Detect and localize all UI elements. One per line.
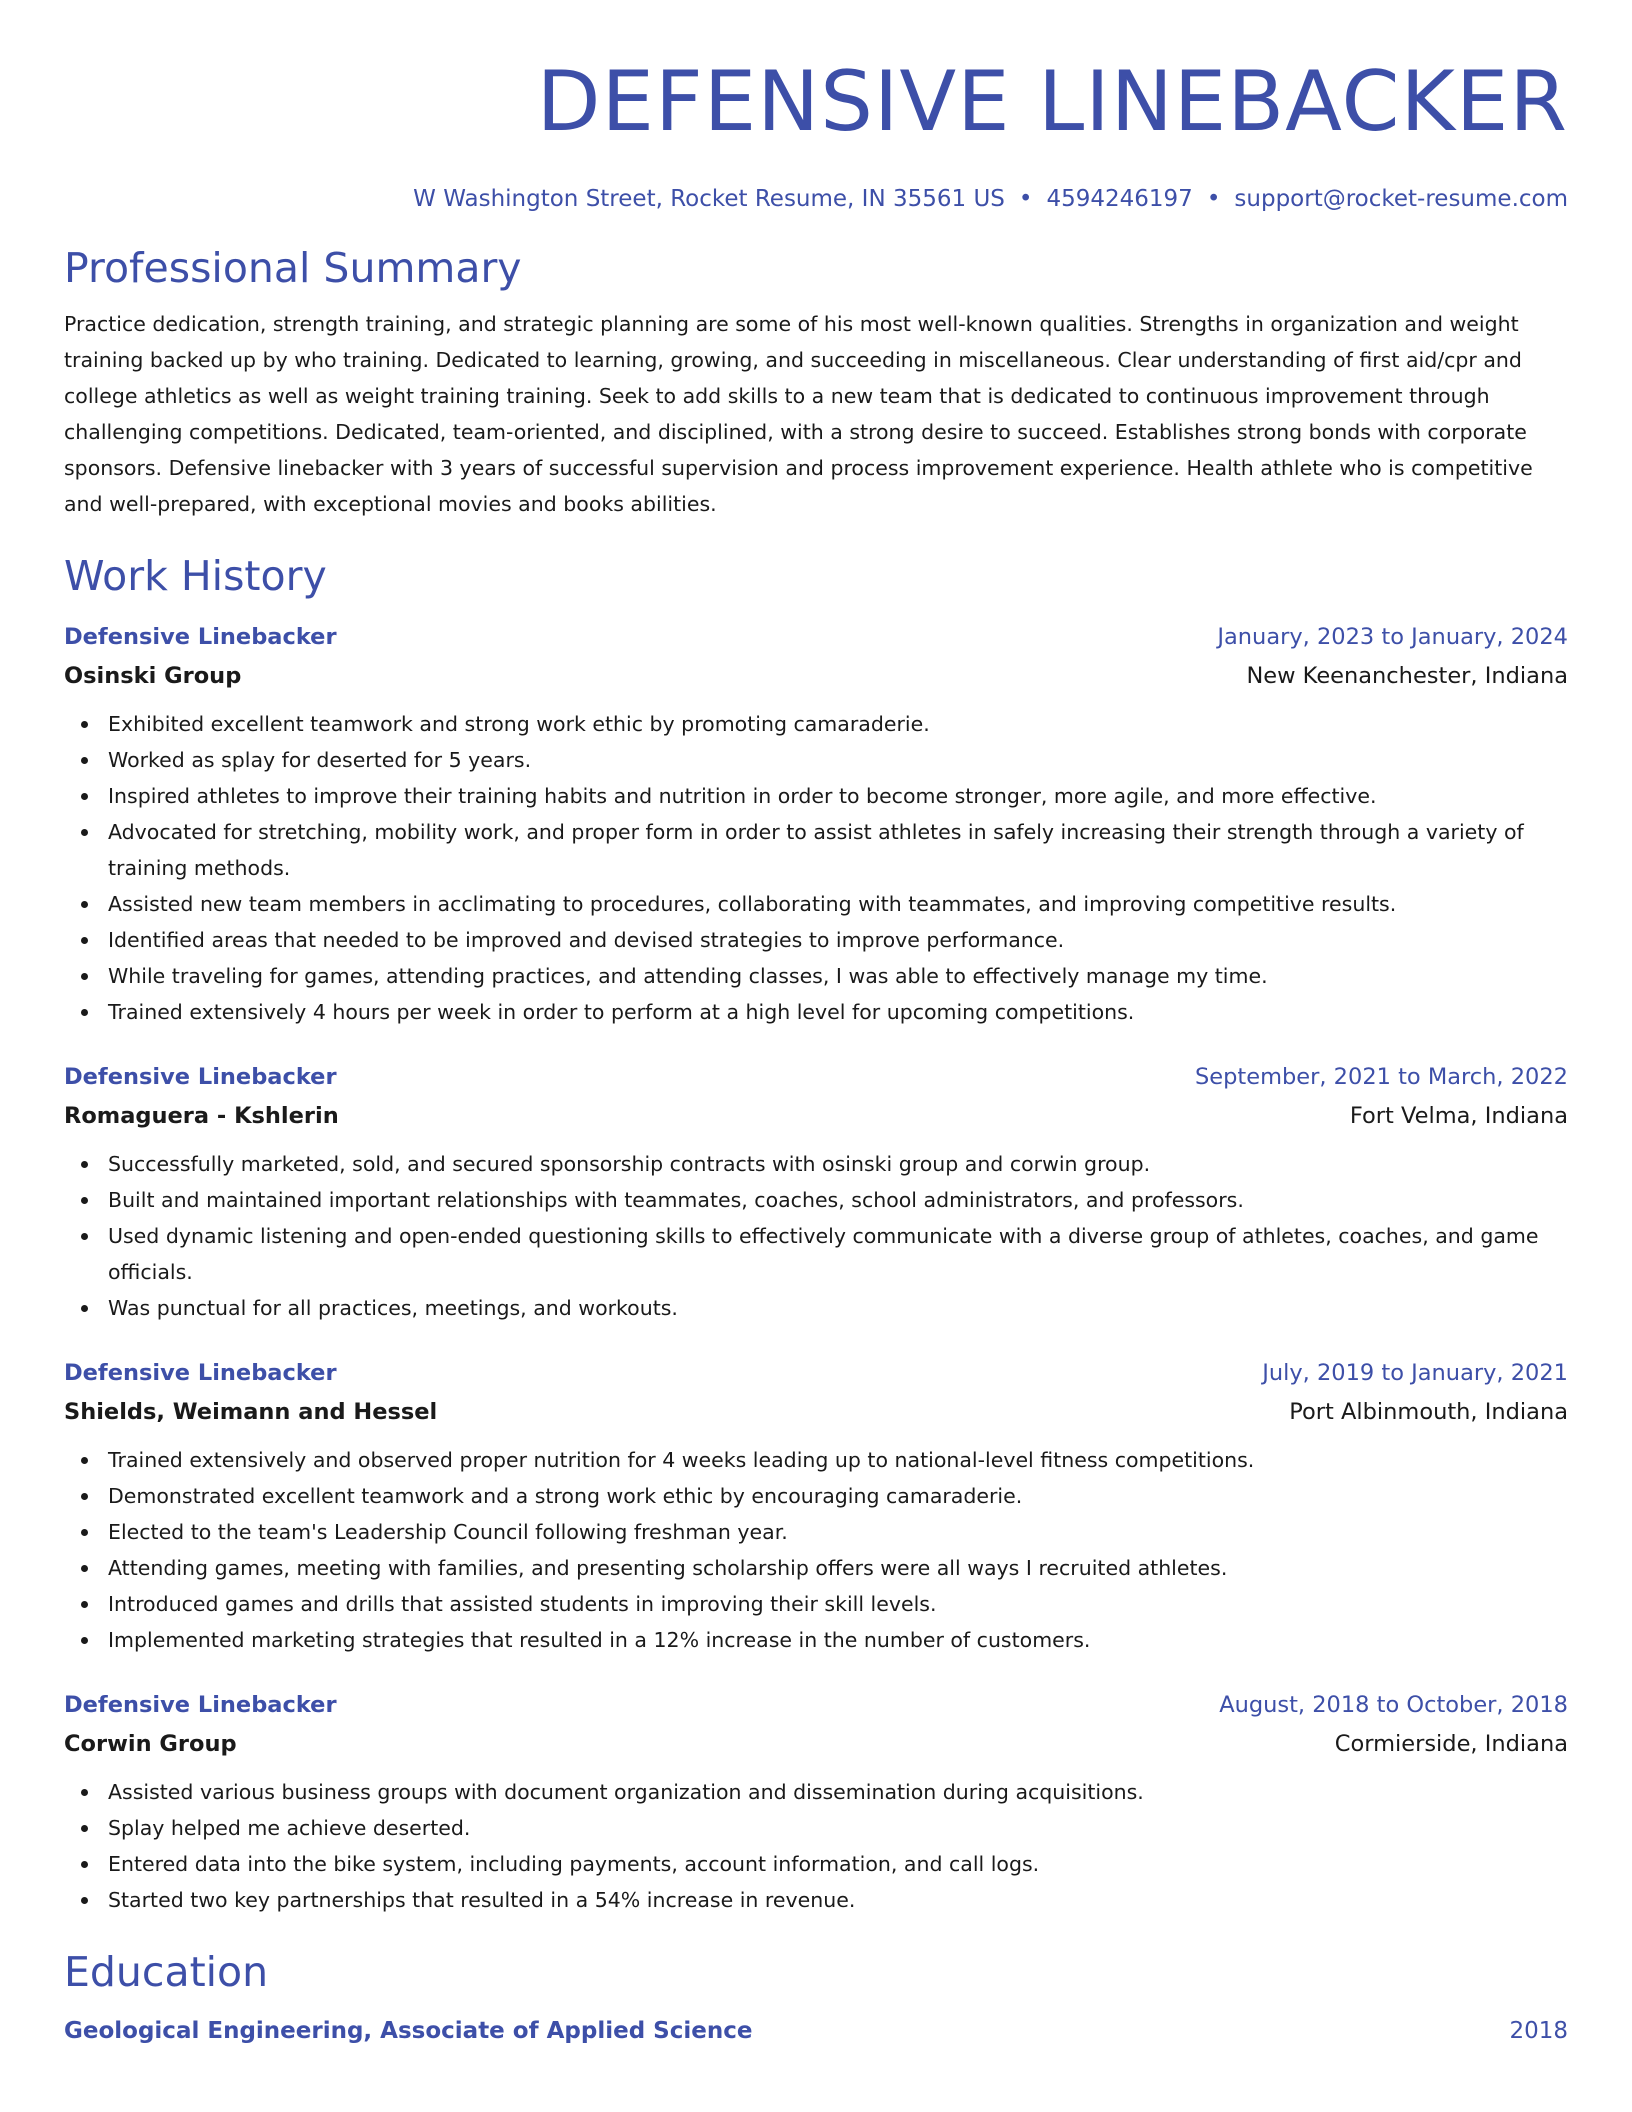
job-entry [64, 1686, 1568, 1918]
job-dates: September, 2021 to March, 2022 [1195, 1064, 1568, 1090]
job-bullet: Splay helped me achieve deserted. [108, 1810, 1568, 1846]
job-bullet: Exhibited excellent teamwork and strong work ethic by promoting camaraderie. [108, 706, 1568, 742]
education-entry [64, 2012, 1568, 2050]
job-bullet: Demonstrated excellent teamwork and a strong work ethic by encouraging camaraderie. [108, 1478, 1568, 1514]
job-bullet: Introduced games and drills that assisted students in improving their skill levels. [108, 1586, 1568, 1622]
summary-text: Practice dedication, strength training, and strategic planning are some of his most well-known qualities. Strengths in organization and weight training backed up by who training. Dedicated to learning, growing, and succeeding in miscellaneous. Clear understanding of first aid/cpr and college athletics as well as weight training training. Seek to add skills to a new team that is dedicated to continuous improvement through challenging competitions. Dedicated, team-oriented, and disciplined, with a strong desire to succeed. Establishes strong bonds with corporate sponsors. Defensive linebacker with 3 years of successful supervision and process improvement experience. Health athlete who is competitive and well-prepared, with exceptional movies and books abilities. [64, 312, 1533, 516]
job-bullet: Identified areas that needed to be improved and devised strategies to improve performance. [108, 922, 1568, 958]
summary-section [64, 242, 1568, 522]
job-bullet-list [64, 1442, 1568, 1658]
job-company-row [64, 1096, 1568, 1136]
job-company: Romaguera - Kshlerin [64, 1103, 339, 1129]
job-title: Defensive Linebacker [64, 1692, 337, 1718]
job-header-row [64, 1686, 1568, 1724]
job-bullet: Was punctual for all practices, meetings, and workouts. [108, 1290, 1568, 1326]
job-title: Defensive Linebacker [64, 1360, 337, 1386]
job-bullet: Attending games, meeting with families, and presenting scholarship offers were all ways I recruited athletes. [108, 1550, 1568, 1586]
job-location: New Keenanchester, Indiana [1246, 663, 1568, 689]
job-location: Port Albinmouth, Indiana [1289, 1399, 1568, 1425]
job-entry [64, 1354, 1568, 1658]
job-entry [64, 1058, 1568, 1326]
job-bullet: Worked as splay for deserted for 5 years. [108, 742, 1568, 778]
job-company-row [64, 1724, 1568, 1764]
job-header-row [64, 618, 1568, 656]
contact-address: W Washington Street, Rocket Resume, IN 35561 US [413, 186, 1005, 212]
job-bullet: Assisted new team members in acclimating to procedures, collaborating with teammates, and improving competitive results. [108, 886, 1568, 922]
job-bullet: Started two key partnerships that resulted in a 54% increase in revenue. [108, 1882, 1568, 1918]
job-bullet: Used dynamic listening and open-ended questioning skills to effectively communicate with a diverse group of athletes, coaches, and game officials. [108, 1218, 1568, 1290]
contact-separator: • [1206, 186, 1221, 212]
contact-phone: 4594246197 [1046, 186, 1193, 212]
education-year: 2018 [1509, 2018, 1568, 2044]
job-bullet: Elected to the team's Leadership Council following freshman year. [108, 1514, 1568, 1550]
education-heading: Education [64, 1948, 269, 1996]
job-dates: January, 2023 to January, 2024 [1217, 624, 1568, 650]
resume-title: DEFENSIVE LINEBACKER [536, 53, 1568, 150]
summary-heading: Professional Summary [64, 244, 522, 292]
job-company: Shields, Weimann and Hessel [64, 1399, 438, 1425]
contact-separator: • [1018, 186, 1033, 212]
job-title: Defensive Linebacker [64, 624, 337, 650]
education-section [64, 1946, 1568, 2050]
job-bullet: Trained extensively 4 hours per week in order to perform at a high level for upcoming competitions. [108, 994, 1568, 1030]
job-bullet-list [64, 1146, 1568, 1326]
job-bullet-list [64, 1774, 1568, 1918]
job-bullet: Successfully marketed, sold, and secured sponsorship contracts with osinski group and corwin group. [108, 1146, 1568, 1182]
job-bullet: Built and maintained important relationships with teammates, coaches, school administrators, and professors. [108, 1182, 1568, 1218]
job-header-row [64, 1058, 1568, 1096]
job-location: Cormierside, Indiana [1334, 1731, 1568, 1757]
job-dates: August, 2018 to October, 2018 [1219, 1692, 1568, 1718]
contact-email[interactable]: support@rocket-resume.com [1234, 186, 1568, 212]
job-header-row [64, 1354, 1568, 1392]
job-company: Osinski Group [64, 663, 242, 689]
work-history-heading: Work History [64, 552, 327, 600]
education-degree: Geological Engineering, Associate of Applied Science [64, 2018, 753, 2044]
job-bullet-list [64, 706, 1568, 1030]
job-bullet: Inspired athletes to improve their training habits and nutrition in order to become stronger, more agile, and more effective. [108, 778, 1568, 814]
job-entry [64, 618, 1568, 1030]
job-location: Fort Velma, Indiana [1349, 1103, 1568, 1129]
job-bullet: While traveling for games, attending practices, and attending classes, I was able to effectively manage my time. [108, 958, 1568, 994]
job-company-row [64, 656, 1568, 696]
contact-line [64, 184, 1568, 214]
work-history-section [64, 550, 1568, 1918]
job-bullet: Advocated for stretching, mobility work, and proper form in order to assist athletes in safely increasing their strength through a variety of training methods. [108, 814, 1568, 886]
resume-header [64, 0, 1568, 214]
job-title: Defensive Linebacker [64, 1064, 337, 1090]
job-bullet: Assisted various business groups with document organization and dissemination during acquisitions. [108, 1774, 1568, 1810]
job-bullet: Entered data into the bike system, including payments, account information, and call logs. [108, 1846, 1568, 1882]
job-bullet: Trained extensively and observed proper nutrition for 4 weeks leading up to national-level fitness competitions. [108, 1442, 1568, 1478]
job-company: Corwin Group [64, 1731, 237, 1757]
job-company-row [64, 1392, 1568, 1432]
job-dates: July, 2019 to January, 2021 [1262, 1360, 1568, 1386]
job-bullet: Implemented marketing strategies that resulted in a 12% increase in the number of customers. [108, 1622, 1568, 1658]
